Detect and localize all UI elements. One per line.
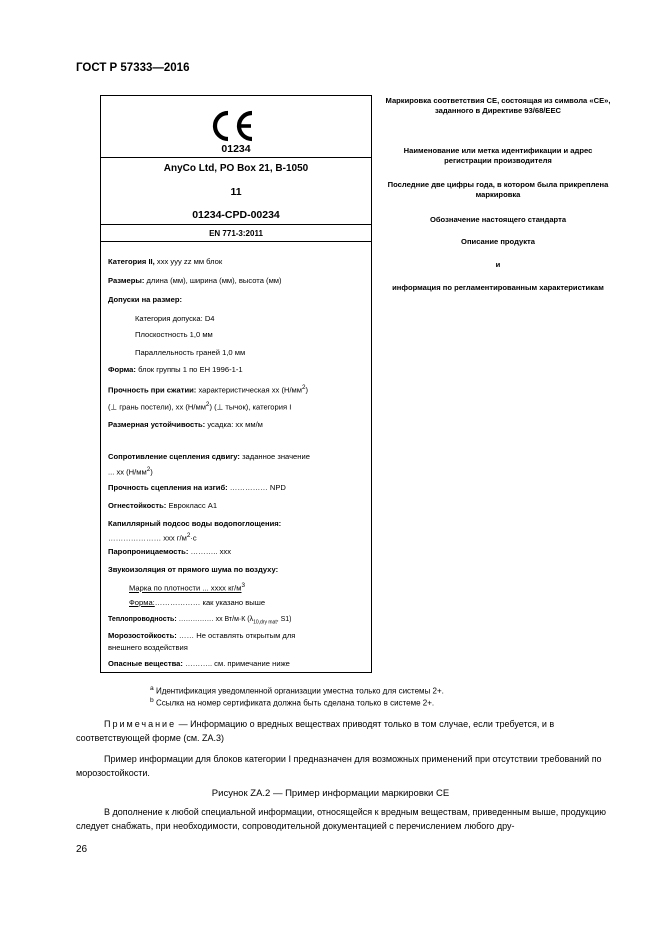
shape-line: Форма: блок группы 1 по ЕН 1996-1-1 <box>108 365 243 374</box>
bond-line-1: Сопротивление сцепления сдвигу: заданное значение <box>108 452 310 461</box>
footnote-b: $^b$ Ссылка на номер сертификата должна быть сделана только в системе 2+. <box>150 697 435 708</box>
bond-line-2: ... xx $(Н/мм^2)$ <box>108 466 153 477</box>
ce-mark-icon <box>206 108 266 144</box>
body-paragraph: В дополнение к любой специальной информации, относящейся к вредным веществам, приведенным выше, продукцию следует снабжать, при необходимости, сопроводительной документацией с перечислением любого дру- <box>76 807 607 831</box>
footnote-a: $^а$ Идентификация уведомленной организации уместна только для системы 2+. <box>150 685 444 696</box>
sound-heading: Звукоизоляция от прямого шума по воздуху: <box>108 565 279 574</box>
flatness: Плоскостность 1,0 мм <box>135 330 213 339</box>
frost-line-1: Морозостойкость: …… Не оставлять открытым для <box>108 631 296 640</box>
page-number: 26 <box>76 844 88 855</box>
figure-caption: Рисунок ZA.2 — Пример информации маркировки СЕ <box>211 788 450 799</box>
sizes-line: Размеры: длина (мм), ширина (мм), высота (мм) <box>108 276 282 285</box>
annotation-year-digits: Последние две цифры года, в котором была прикреплена маркировка <box>387 180 609 199</box>
hazardous-line: Опасные вещества: ……….. см. примечание ниже <box>108 659 290 668</box>
category-line: Категория II, xxx yyy zz мм блок <box>108 257 223 266</box>
manufacturer-address: AnyCo Ltd, PO Box 21, B-1050 <box>163 163 309 174</box>
form-line: Форма:……………… как указано выше <box>129 598 266 607</box>
parallelism: Параллельность граней 1,0 мм <box>135 348 246 357</box>
compressive-line-1: Прочность при сжатии: характеристическая xx $(Н/мм^2)$ <box>108 384 309 395</box>
year-digits: 11 <box>230 186 242 198</box>
tolerance-category: Категория допуска: D4 <box>135 314 215 323</box>
compressive-line-2: (⊥ грань постели), xx $(Н/мм^2)$ (⊥ тычок), категория I <box>108 401 292 412</box>
frost-line-2: внешнего воздействия <box>108 643 188 652</box>
annotation-product: Описание продукта <box>461 237 535 246</box>
annotation-name-address: Наименование или метка идентификации и адрес регистрации производителя <box>403 146 593 165</box>
annotation-characteristics: информация по регламентированным характеристикам <box>392 283 604 292</box>
document-header: ГОСТ Р 57333—2016 <box>76 62 190 74</box>
flexural-line: Прочность сцепления на изгиб: …………… NPD <box>108 483 286 492</box>
density-line: Марка по плотности ... xxxx $кг/м^3$ <box>129 582 246 593</box>
certificate-number: 01234-CPD-00234 <box>192 209 280 221</box>
capillary-line-1: Капиллярный подсос воды водопоглощения: <box>108 519 282 528</box>
fire-line: Огнестойкость: Еврокласс A1 <box>108 501 218 510</box>
annotation-and: и <box>495 260 501 269</box>
thermal-line: Теплопроводность: …………… xx Вт/м·К ($\lambda_{10,dry mat}$, S1) <box>108 616 292 626</box>
example-paragraph: Пример информации для блоков категории I предназначен для возможных применений при отсутствии требований по морозостойкости. <box>76 754 602 778</box>
capillary-line-2: ………………… xxx $г/м^2\cdot c$ <box>108 532 197 543</box>
ce-logo <box>101 108 371 144</box>
ce-marking-box <box>100 95 372 673</box>
standard-reference: EN 771-3:2011 <box>209 229 263 238</box>
tolerances-heading: Допуски на размер: <box>108 295 183 304</box>
note-paragraph: Примечание — Информацию о вредных веществах приводят только в том случае, если требуется, и в соответствующей форме (см. ZA.3) <box>76 719 555 743</box>
notified-body-number: 01234 <box>221 143 251 155</box>
dimensional-line: Размерная устойчивость: усадка: хх мм/м <box>108 420 263 429</box>
vapour-line: Паропроницаемость: ……….. xxx <box>108 547 232 556</box>
annotation-standard: Обозначение настоящего стандарта <box>429 215 567 224</box>
annotation-ce-marking: Маркировка соответствия СЕ, состоящая из символа «СЕ», заданного в Директиве 93/68/ЕЕС <box>385 96 611 115</box>
